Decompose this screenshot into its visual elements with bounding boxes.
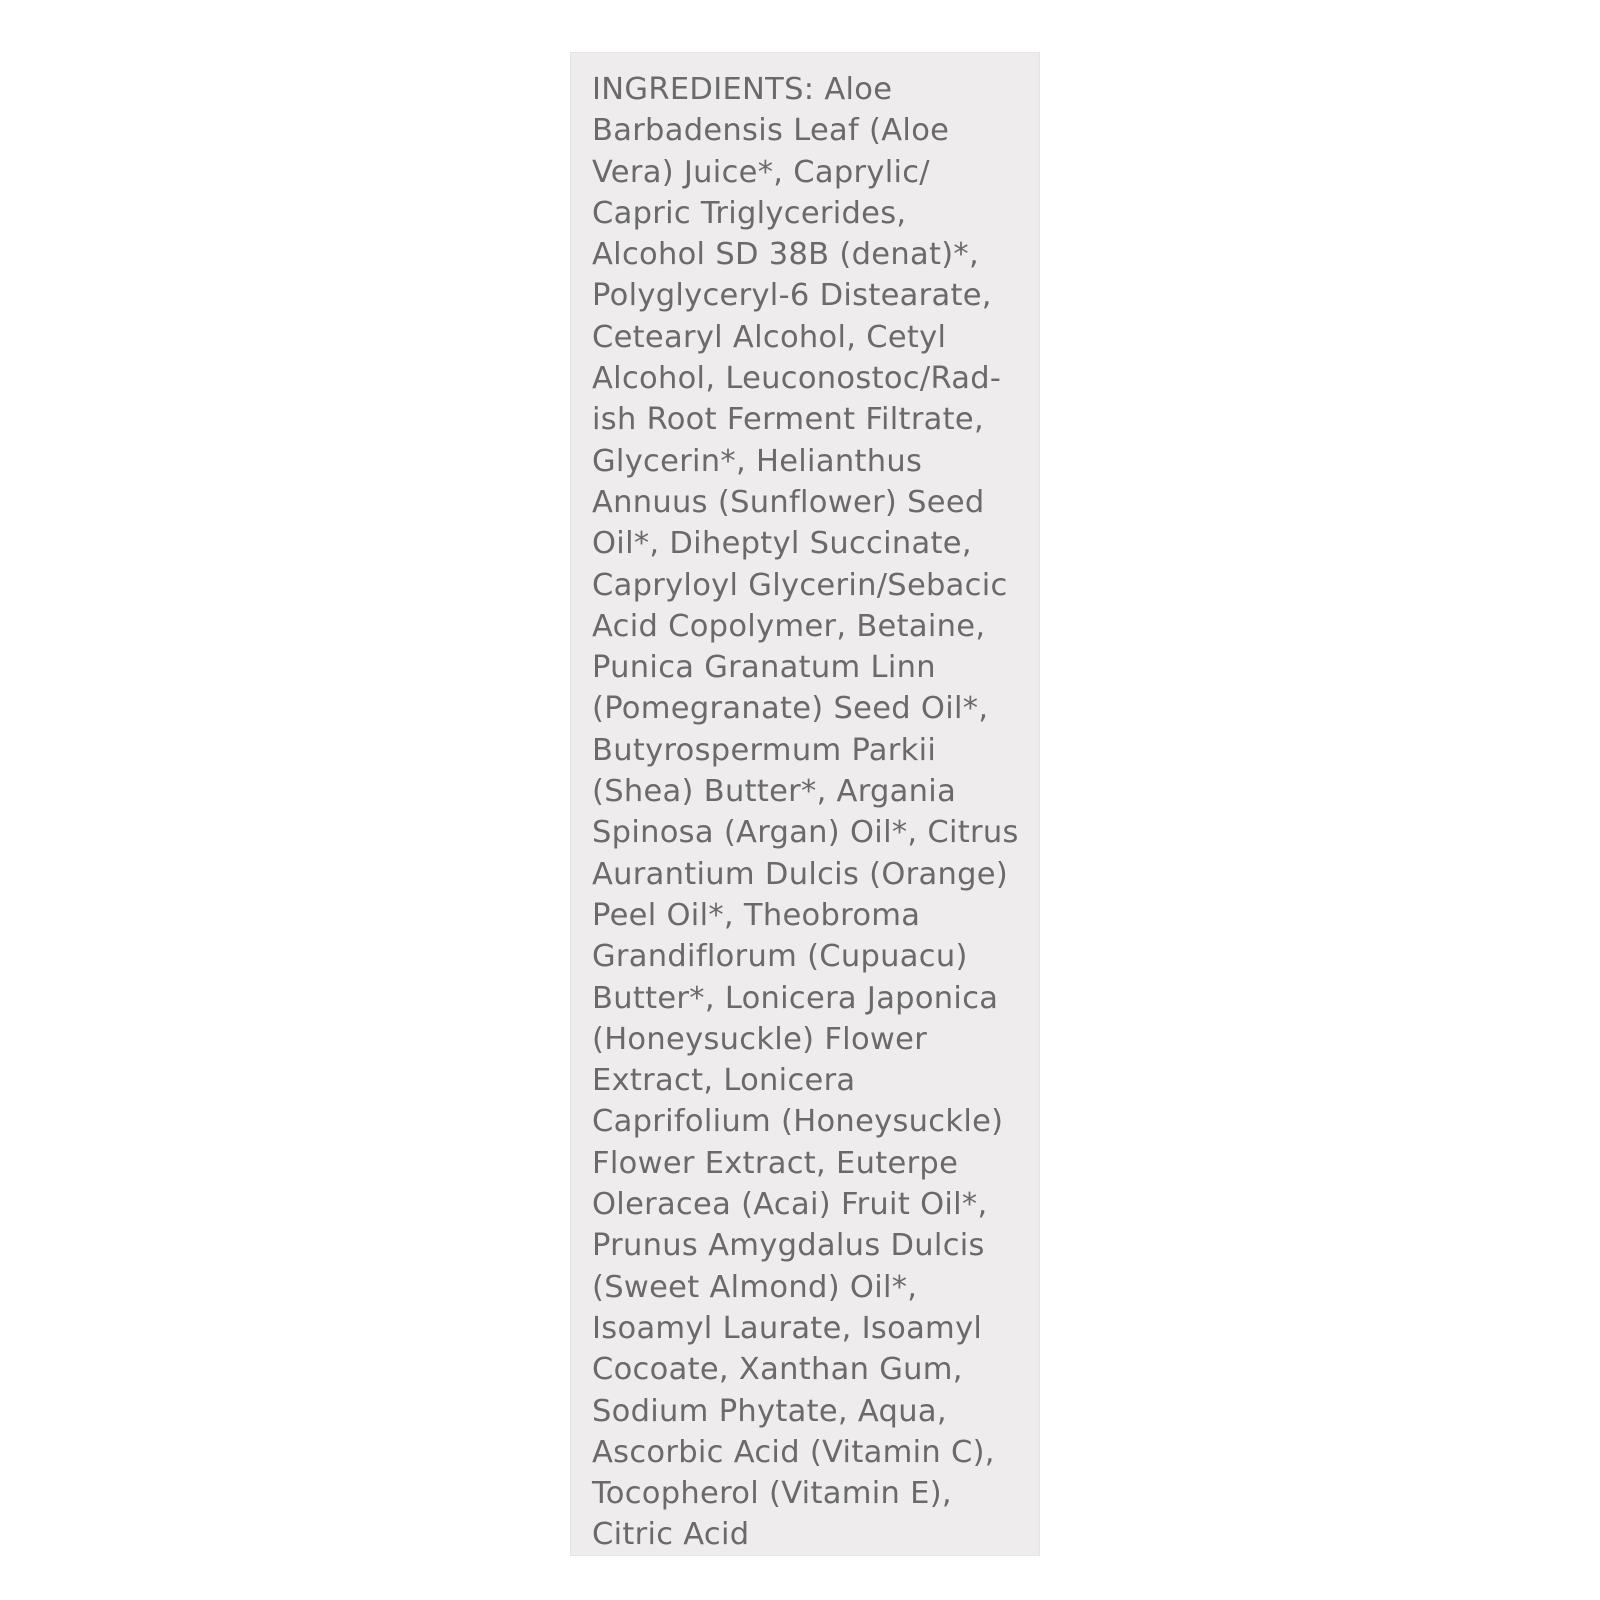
ingredients-line: Aurantium Dulcis (Orange) bbox=[592, 856, 1009, 892]
ingredients-line: Extract, Lonicera bbox=[592, 1063, 856, 1099]
ingredients-line: Oleracea (Acai) Fruit Oil*, bbox=[592, 1187, 988, 1223]
ingredients-line: Polyglyceryl-6 Distearate, bbox=[592, 278, 992, 314]
ingredients-line: Punica Granatum Linn bbox=[592, 650, 936, 686]
ingredients-line: Peel Oil*, Theobroma bbox=[592, 897, 921, 933]
ingredients-line: Sodium Phytate, Aqua, bbox=[592, 1393, 947, 1429]
ingredients-line: Butyrospermum Parkii bbox=[592, 732, 937, 768]
ingredients-line: Annuus (Sunflower) Seed bbox=[592, 484, 985, 520]
ingredients-line: Citric Acid bbox=[592, 1517, 750, 1553]
ingredients-line: Vera) Juice*, Caprylic/ bbox=[592, 154, 930, 190]
ingredients-line: Flower Extract, Euterpe bbox=[592, 1145, 959, 1181]
ingredients-line: Caprifolium (Honeysuckle) bbox=[592, 1104, 1004, 1140]
ingredients-line: (Pomegranate) Seed Oil*, bbox=[592, 691, 989, 727]
ingredients-line: Cetearyl Alcohol, Cetyl bbox=[592, 319, 947, 355]
ingredients-line: Tocopherol (Vitamin E), bbox=[592, 1476, 952, 1512]
ingredients-line: Grandiflorum (Cupuacu) bbox=[592, 939, 968, 975]
ingredients-line: Capric Triglycerides, bbox=[592, 195, 907, 231]
ingredients-line: Alcohol SD 38B (denat)*, bbox=[592, 237, 979, 273]
ingredients-line: Ascorbic Acid (Vitamin C), bbox=[592, 1434, 995, 1470]
ingredients-line: Glycerin*, Helianthus bbox=[592, 443, 923, 479]
ingredients-line: Prunus Amygdalus Dulcis bbox=[592, 1228, 985, 1264]
ingredients-label-panel bbox=[570, 52, 1040, 1556]
ingredients-line: Acid Copolymer, Betaine, bbox=[592, 608, 986, 644]
ingredients-line: Cocoate, Xanthan Gum, bbox=[592, 1352, 963, 1388]
ingredients-line: (Shea) Butter*, Argania bbox=[592, 774, 957, 810]
ingredients-line: ish Root Ferment Filtrate, bbox=[592, 402, 984, 438]
ingredients-line: Alcohol, Leuconostoc/Rad- bbox=[592, 361, 1002, 397]
ingredients-line: (Sweet Almond) Oil*, bbox=[592, 1269, 918, 1305]
ingredients-text bbox=[592, 69, 1032, 1556]
ingredients-line: Isoamyl Laurate, Isoamyl bbox=[592, 1310, 983, 1346]
ingredients-line: Capryloyl Glycerin/Sebacic bbox=[592, 567, 1008, 603]
ingredients-line: (Honeysuckle) Flower bbox=[592, 1021, 928, 1057]
ingredients-line: Butter*, Lonicera Japonica bbox=[592, 980, 999, 1016]
ingredients-line: INGREDIENTS: Aloe bbox=[592, 72, 893, 107]
ingredients-line: Oil*, Diheptyl Succinate, bbox=[592, 526, 972, 562]
ingredients-line: Barbadensis Leaf (Aloe bbox=[592, 113, 950, 149]
ingredients-line: Spinosa (Argan) Oil*, Citrus bbox=[592, 815, 1019, 851]
